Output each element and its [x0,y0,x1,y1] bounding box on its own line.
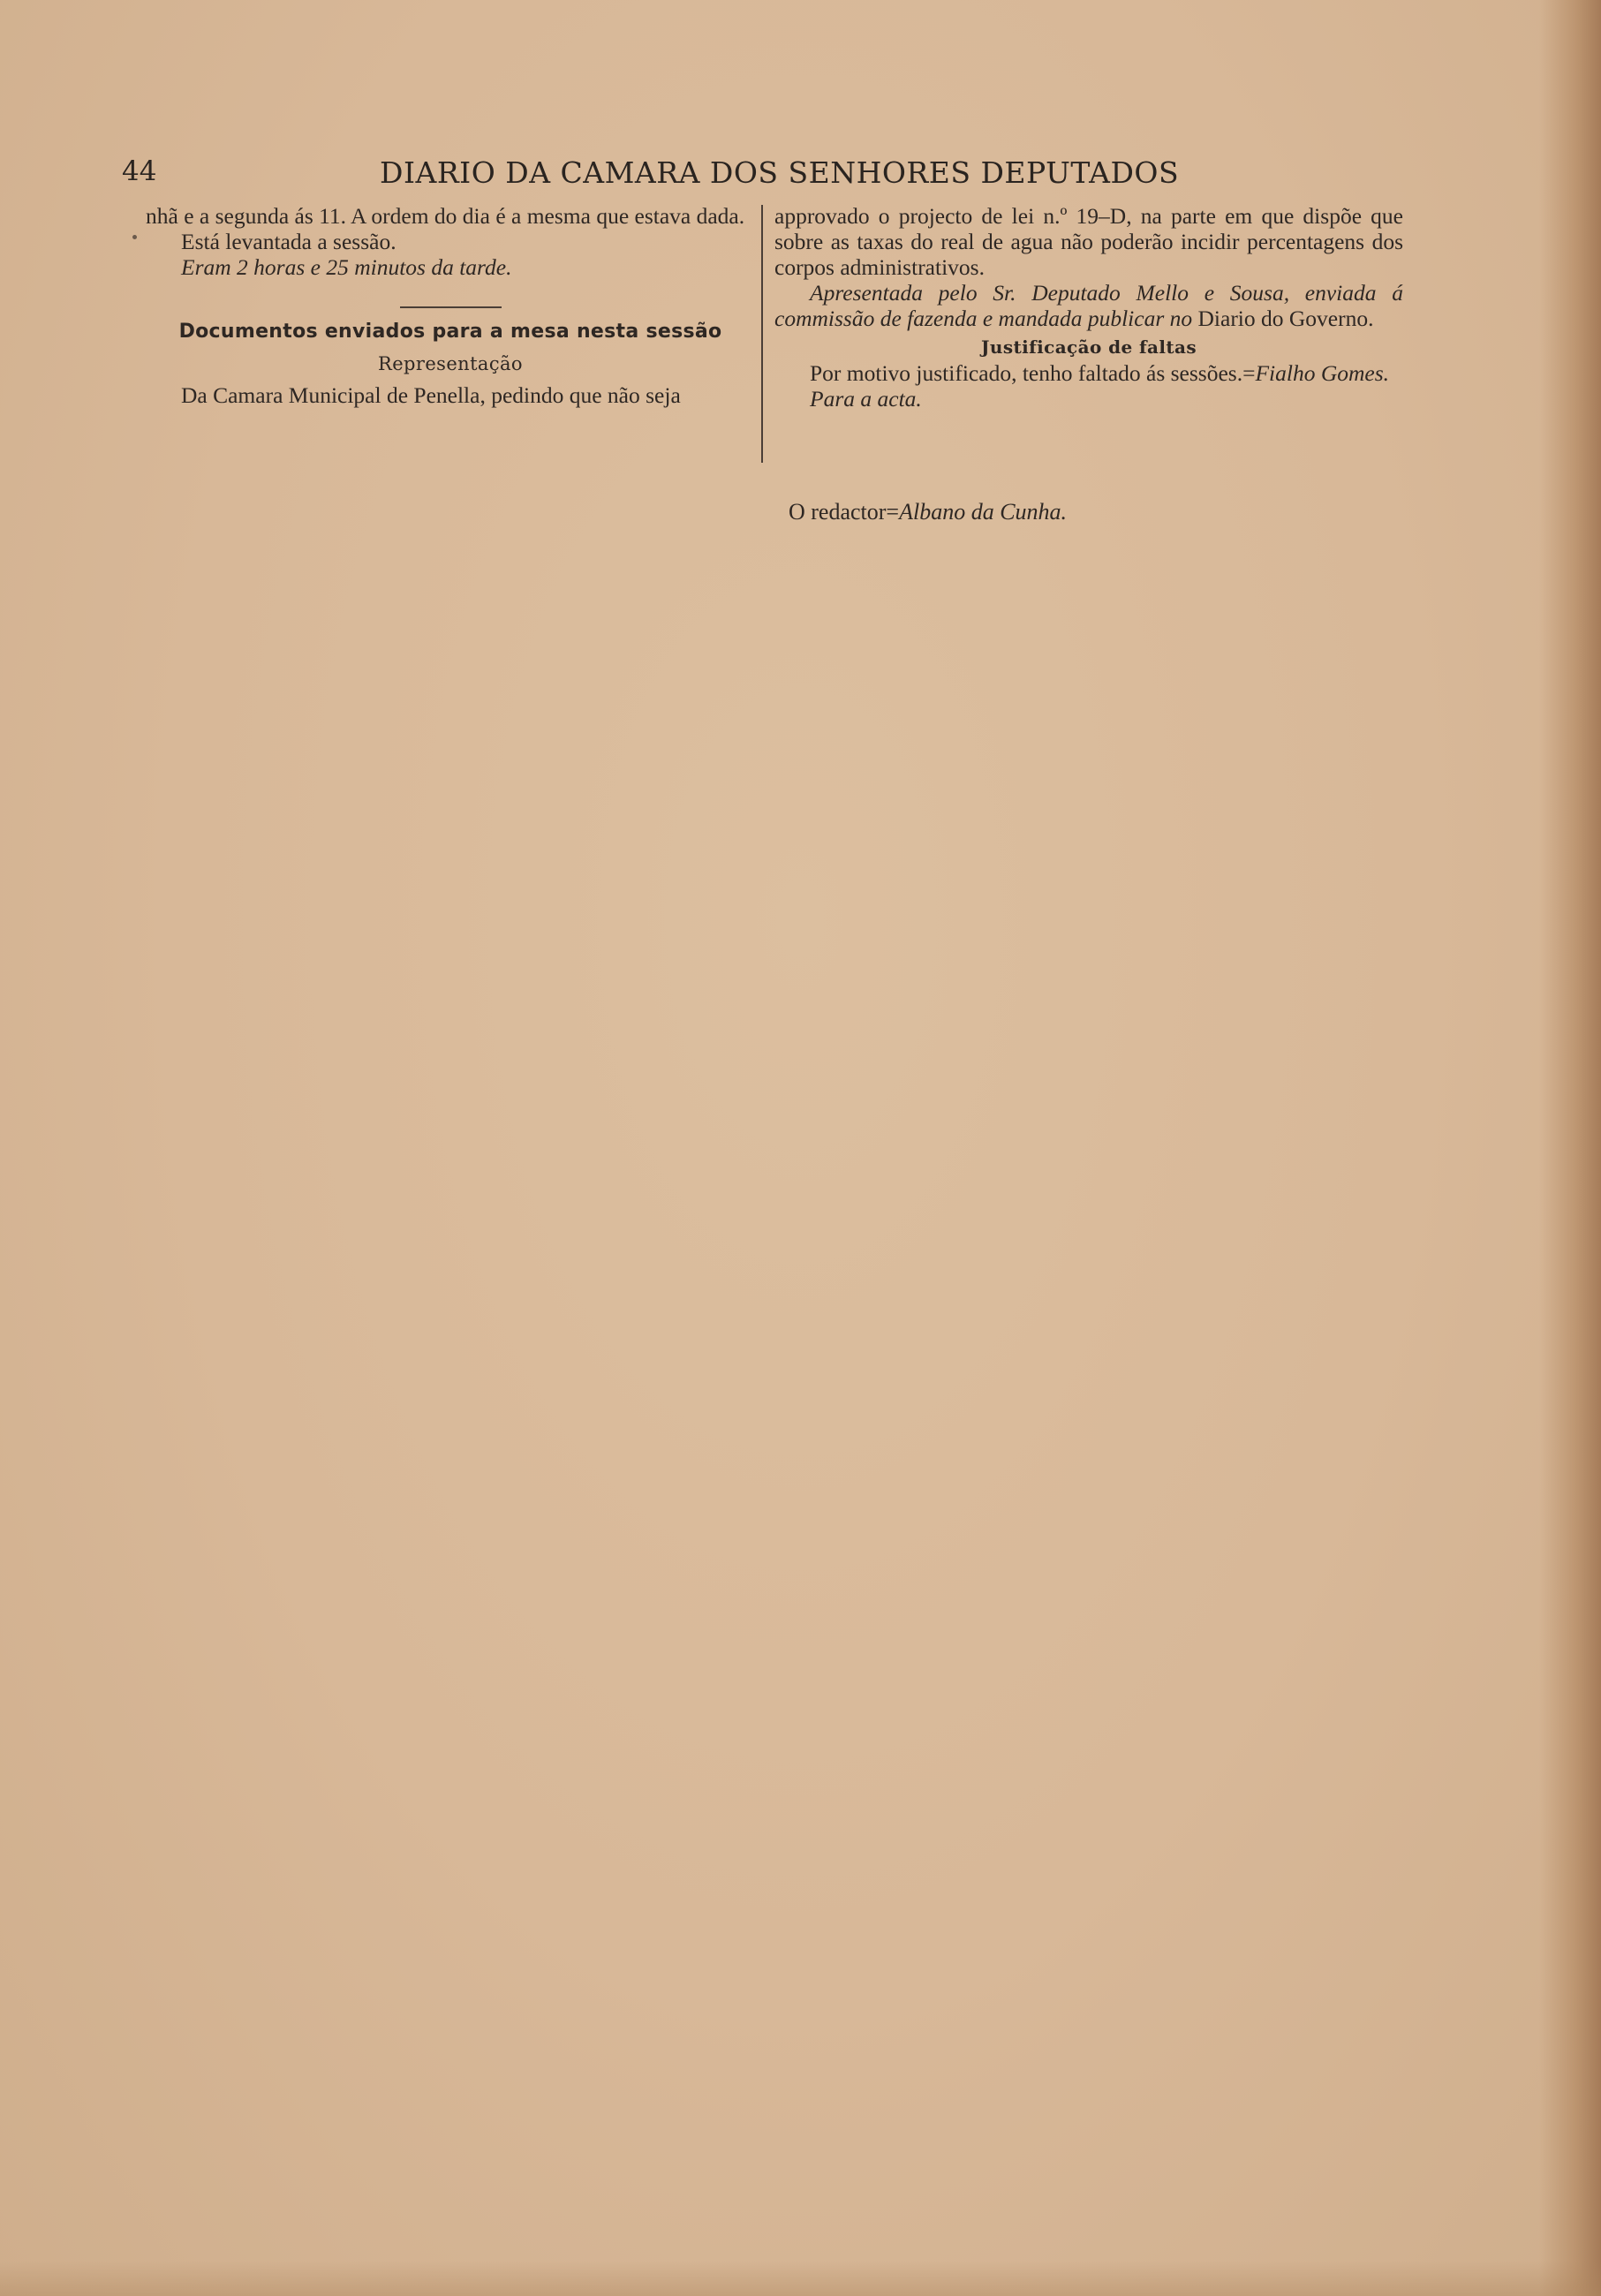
section-divider [400,306,502,308]
redactor-signature [789,499,1067,525]
right-paragraph-3 [774,360,1403,386]
page-title: DIARIO DA CAMARA DOS SENHORES DEPUTADOS [380,155,1180,190]
right-paragraph-3-roman: Por motivo justificado, tenho faltado ás sessões.= [810,360,1256,386]
left-column [146,203,755,408]
subheading-representacao: Representação [378,353,523,374]
right-paragraph-2-roman: Diario do Governo. [1197,306,1374,331]
column-divider [761,205,763,463]
right-paragraph-4: Para a acta. [810,386,922,412]
page-bottom-shadow [0,2261,1601,2296]
subheading-justificacao: Justificação de faltas [981,336,1197,358]
right-paragraph-2-italic: Apresentada pelo Sr. Deputado Mello e Sousa, enviada á commissão de fazenda e mandada publicar no [774,280,1403,331]
right-column [774,203,1403,412]
section-heading: Documentos enviados para a mesa nesta sessão [178,321,722,343]
right-paragraph-3-italic: Fialho Gomes. [1255,360,1390,386]
left-paragraph-1: nhã e a segunda ás 11. A ordem do dia é a mesma que estava dada. [146,203,745,229]
redactor-label: O redactor= [789,499,900,525]
right-paragraph-1: approvado o projecto de lei n.º 19–D, na parte em que dispõe que sobre as taxas do real de agua não poderão incidir percentagens dos corpos administrativos. [774,203,1403,280]
redactor-name: Albano da Cunha. [899,499,1068,525]
margin-dot [132,235,137,239]
page-edge-shadow [1539,0,1601,2296]
page-number: 44 [122,155,157,187]
left-paragraph-4: Da Camara Municipal de Penella, pedindo que não seja [181,382,681,408]
left-paragraph-2: Está levantada a sessão. [181,229,396,254]
left-paragraph-3: Eram 2 horas e 25 minutos da tarde. [181,254,512,280]
right-paragraph-2 [774,280,1403,331]
